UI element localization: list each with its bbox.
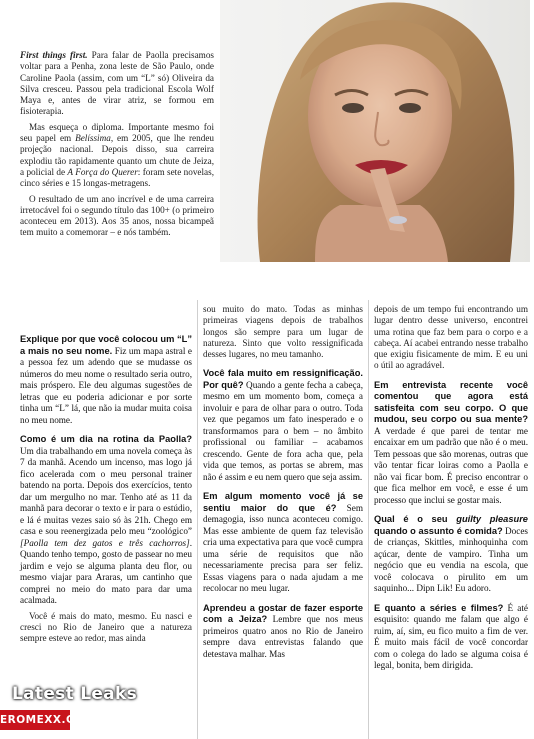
intro-text-2a: Mas esqueça o diploma. Importante mesmo foi seu papel em bbox=[20, 121, 214, 144]
intro-title-forca: A Força do Querer bbox=[67, 166, 138, 177]
interview-column-3 bbox=[374, 304, 528, 676]
intro-lead: First things first. bbox=[20, 50, 88, 60]
question-esporte bbox=[203, 603, 363, 661]
answer-corpo: A verdade é que parei de tentar me encaixar em um padrão que não é o meu. Tem pessoas que são morenas, outras que vão tentar ficar loiras como a Paolla e não vai ficar bom. É preciso encontrar o que fica melhor em você, e esse é um processo que inclui se gostar mais. bbox=[374, 425, 528, 505]
column-divider-1 bbox=[197, 300, 198, 739]
question-guilty-pleasure: Qual é o seu guilty pleasure quando o assunto é comida? Doces de crianças, Skittles, minhoquinha com açúcar, dente de vampiro. Tinha um negócio que eu vendia na escola, que você colocava o pirulito em um saquinho... Dipn Lik! Eu adoro. bbox=[374, 514, 528, 594]
question-esporte-text: Aprendeu a gostar de fazer esporte com a Jeiza? bbox=[203, 602, 363, 625]
question-corpo bbox=[374, 380, 528, 507]
portrait-illustration bbox=[220, 0, 530, 262]
answer-esporte: Lembre que nos meus primeiros quatro anos no Rio de Janeiro sempre dava entrevistas falando que detestava malhar. Mas bbox=[203, 614, 363, 659]
intro-paragraph-3: O resultado de um ano incrível e de uma carreira irretocável foi o segundo título das 100+ (o primeiro aconteceu em 2013). Aos 35 anos, nossa bicampeã tem muito a comemorar – e nós também. bbox=[20, 193, 214, 238]
question-maior-text: Em algum momento você já se sentiu maior do que é? bbox=[203, 491, 363, 513]
question-name bbox=[20, 334, 192, 426]
answer-guilty-pleasure: Doces de crianças, Skittles, minhoquinha com açúcar, dente de vampiro. Tinha um negócio que eu vendia na escola, que você colocava o pirulito em um saquinho... Dipn Lik! Eu adoro. bbox=[374, 525, 528, 594]
guilty-pleasure-term: guilty pleasure bbox=[456, 514, 528, 525]
question-corpo-text: Em entrevista recente você comentou que agora está satisfeita com seu corpo. O que mudou, seu corpo ou sua mente? bbox=[374, 379, 528, 425]
question-routine bbox=[20, 434, 192, 607]
answer-mato: sou muito do mato. Todas as minhas primeiras viagens depois de trabalhos longos são sempre para um lugar de natureza. Sinto que volto ressignificada desses lugares, no meu tamanho. bbox=[203, 304, 363, 360]
question-ressignificacao-text: Você fala muito em ressignificação. Por quê? bbox=[203, 368, 363, 390]
question-series bbox=[374, 603, 528, 672]
answer-name: Fiz um mapa astral e a pessoa fez um adendo que se mudasse os números do meu nome o resultado seria outro, mais próspero. Ele deu algumas sugestões de letras que eu poderia adicionar e por sorte tinha um “L” lá, que não ia mudar muita coisa no meu nome. bbox=[20, 345, 192, 425]
portrait-photo bbox=[220, 0, 530, 262]
answer-series: É até esquisito: quando me falam que algo é ruim, aí, sim, eu fico muito a fim de ver. É muito mais fácil de você concordar com o colega do lado se alguma coisa é legal, bonita, bem dirigida. bbox=[374, 602, 528, 671]
question-ressignificacao bbox=[203, 368, 363, 483]
column-divider-2 bbox=[368, 300, 369, 739]
intro-column bbox=[20, 50, 214, 243]
intro-paragraph-2 bbox=[20, 122, 214, 190]
intro-text-2e: : foram sete novelas, cinco séries e 15 longas-metragens. bbox=[20, 166, 215, 189]
question-name-text: Explique por que você colocou um “L” a mais no seu nome. bbox=[20, 334, 192, 356]
answer-maior: Sem demagogia, isso nunca aconteceu comigo. Mas esse ambiente de quem faz televisão cria uma expectativa para que você cumpra uma série de requisitos que não necessariamente precisa para ser feliz. Essas viagens para o nada ajudam a me recolocar no meu lugar. bbox=[203, 502, 363, 594]
answer-routine: Um dia trabalhando em uma novela começa às 7 da manhã. Acendo um incenso, mas logo já fico acelerada com o meu personal trainer batendo na porta. Depois dos exercícios, tento dar um mergulho no mar. Tenho até as 11 da manhã para decorar o texto e ir para o estúdio, e lá é muitas vezes saio só às 21h. Chego em casa e sou reenergizada pelo meu “zoológico” [Paolla tem dez gatos e três cachorros]. Quando tenho tempo, gosto de passear no meu jardim e vejo se alguma planta deu flor, ou mesmo viajar para Araras, um cantinho que comprei no meio do mato para dar uma acalmada. bbox=[20, 445, 192, 605]
intro-text-2c: , em 2005, que lhe rendeu projeção nacional. Depois disso, sua carreira explodiu tão rapidamente quanto um chute de Jeiza, a policial de bbox=[20, 133, 214, 177]
intro-paragraph-1 bbox=[20, 50, 214, 118]
answer-ressignificacao: Quando a gente fecha a cabeça, mesmo em um momento bom, começa a involuir e para de olhar para o outro. Toda vez que pegamos um fato inesperado e o transformamos para o bem – no âmbito profissional ou familiar – acabamos crescendo. Gente de fora acha que, pela vida que temos, as portas se abrem, mas não é assim e eu nem quero que seja assim. bbox=[203, 379, 363, 482]
question-maior bbox=[203, 491, 363, 595]
answer-rotina: depois de um tempo fui encontrando um lugar dentro desse universo, encontrei uma rotina que faz bem para o corpo e a cabeça. Aí acabei entrando nesse trabalho que exigiu fisicamente de mim. E eu uni o útil ao agradável. bbox=[374, 304, 528, 371]
question-series-text: E quanto a séries e filmes? bbox=[374, 602, 504, 613]
intro-title-belissima: Belíssima bbox=[75, 133, 111, 144]
interview-column-1 bbox=[20, 334, 192, 648]
interview-column-2 bbox=[203, 304, 363, 664]
intro-text-1: Para falar de Paolla precisamos voltar para a Penha, zona leste de São Paulo, onde Caroline Paola (assim, com um “L” só) Oliveira da Silva cresceu. Passou pela tradicional Escola Wolf Maya e, antes de virar atriz, se formou em fisioterapia. bbox=[20, 50, 214, 117]
watermark-site-badge[interactable]: EROMEXX.COM bbox=[0, 710, 70, 730]
question-routine-text: Como é um dia na rotina da Paolla? bbox=[20, 434, 192, 444]
answer-routine-continued: Você é mais do mato, mesmo. Eu nasci e cresci no Rio de Janeiro que a natureza sempre esteve ao redor, mas ainda bbox=[20, 610, 192, 644]
watermark-latest-leaks: Latest Leaks bbox=[12, 684, 137, 704]
